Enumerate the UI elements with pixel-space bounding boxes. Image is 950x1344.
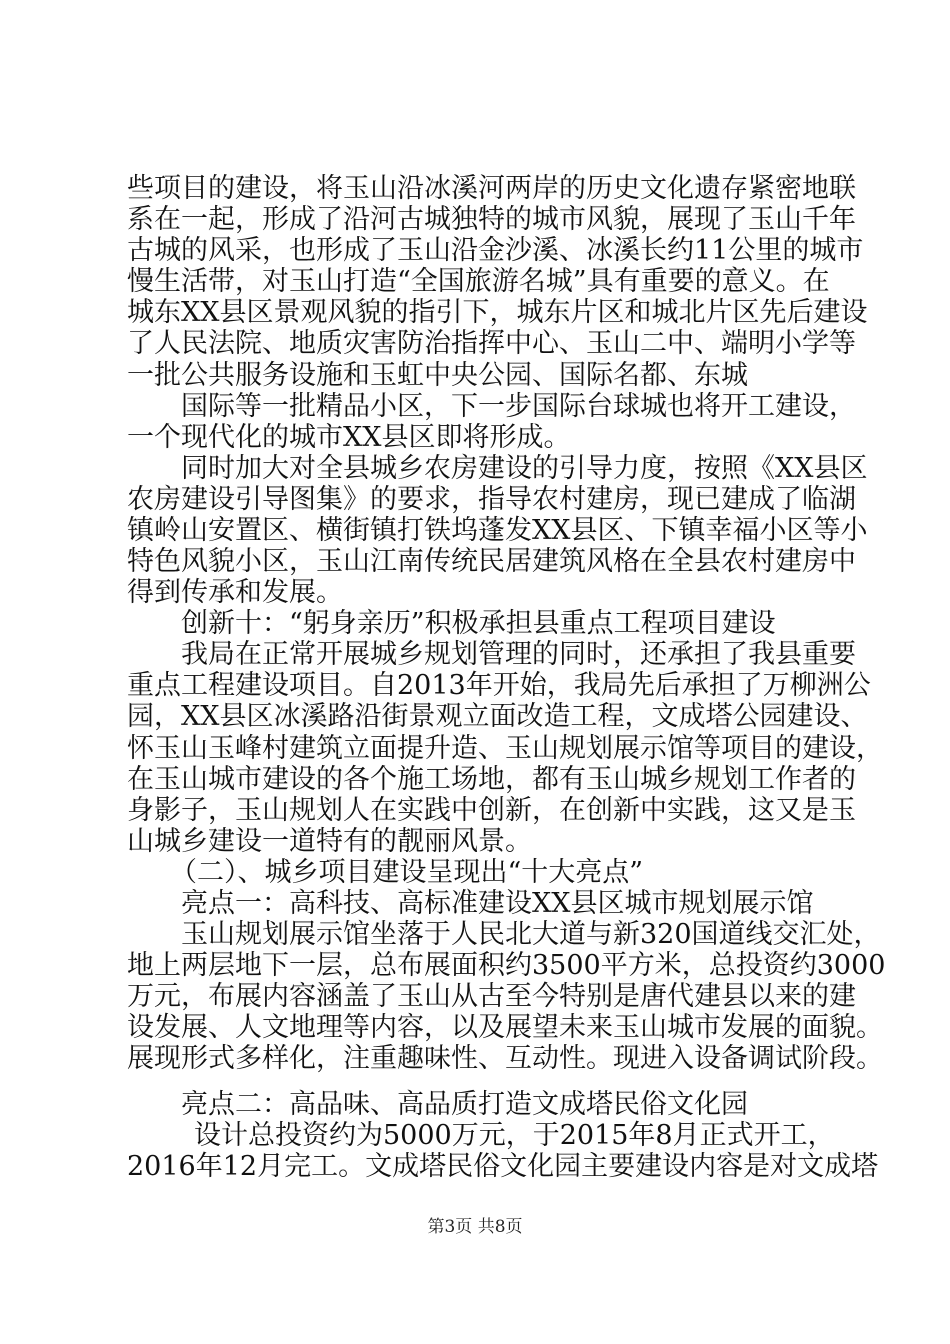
text-line: 在玉山城市建设的各个施工场地，都有玉山城乡规划工作者的 xyxy=(127,764,856,795)
text-line: 身影子，玉山规划人在实践中创新，在创新中实践，这又是玉 xyxy=(127,795,856,826)
text-line: 我局在正常开展城乡规划管理的同时，还承担了我县重要 xyxy=(181,639,856,670)
text-line: 国际等一批精品小区，下一步国际台球城也将开工建设， xyxy=(181,391,856,422)
text-line: 地上两层地下一层，总布展面积约3500平方米，总投资约3000 xyxy=(127,950,886,981)
text-line: 2016年12月完工。文成塔民俗文化园主要建设内容是对文成塔 xyxy=(127,1151,879,1182)
text-line: 万元，布展内容涵盖了玉山从古至今特别是唐代建县以来的建 xyxy=(127,981,856,1012)
text-line: 设发展、人文地理等内容，以及展望未来玉山城市发展的面貌。 xyxy=(127,1012,883,1043)
text-line: 镇岭山安置区、横街镇打铁坞蓬发XX县区、下镇幸福小区等小 xyxy=(127,515,868,546)
text-line: 展现形式多样化，注重趣味性、互动性。现进入设备调试阶段。 xyxy=(127,1043,883,1074)
section-heading: 创新十：“躬身亲历”积极承担县重点工程项目建设 xyxy=(181,608,776,639)
section-heading: 亮点一：高科技、高标准建设XX县区城市规划展示馆 xyxy=(181,888,814,919)
page-footer: 第3页 共8页 xyxy=(427,1217,523,1237)
text-line: 园，XX县区冰溪路沿街景观立面改造工程，文成塔公园建设、 xyxy=(127,701,868,732)
section-heading: 亮点二：高品味、高品质打造文成塔民俗文化园 xyxy=(181,1089,748,1120)
section-heading: （二）、城乡项目建设呈现出“十大亮点” xyxy=(170,857,644,888)
text-line: 些项目的建设，将玉山沿冰溪河两岸的历史文化遗存紧密地联 xyxy=(127,173,856,204)
text-line: 古城的风采，也形成了玉山沿金沙溪、冰溪长约11公里的城市 xyxy=(127,235,864,266)
text-line: 重点工程建设项目。自2013年开始，我局先后承担了万柳洲公 xyxy=(127,670,871,701)
text-line: 一个现代化的城市XX县区即将形成。 xyxy=(127,422,571,453)
text-line: 特色风貌小区，玉山江南传统民居建筑风格在全县农村建房中 xyxy=(127,546,856,577)
text-line: 得到传承和发展。 xyxy=(127,577,343,608)
text-line: 山城乡建设一道特有的靓丽风景。 xyxy=(127,826,532,857)
text-line: 农房建设引导图集》的要求，指导农村建房，现已建成了临湖 xyxy=(127,484,856,515)
text-line: 同时加大对全县城乡农房建设的引导力度，按照《XX县区 xyxy=(181,453,868,484)
text-line: 慢生活带，对玉山打造“全国旅游名城”具有重要的意义。在 xyxy=(127,266,830,297)
text-line: 怀玉山玉峰村建筑立面提升造、玉山规划展示馆等项目的建设， xyxy=(127,733,883,764)
text-line: 城东XX县区景观风貌的指引下，城东片区和城北片区先后建设 xyxy=(127,297,868,328)
text-line: 设计总投资约为5000万元，于2015年8月正式开工， xyxy=(194,1120,835,1151)
text-line: 系在一起，形成了沿河古城独特的城市风貌，展现了玉山千年 xyxy=(127,204,856,235)
text-line: 一批公共服务设施和玉虹中央公园、国际名都、东城 xyxy=(127,360,748,391)
text-line: 了人民法院、地质灾害防治指挥中心、玉山二中、端明小学等 xyxy=(127,328,856,359)
text-line: 玉山规划展示馆坐落于人民北大道与新320国道线交汇处， xyxy=(181,919,881,950)
